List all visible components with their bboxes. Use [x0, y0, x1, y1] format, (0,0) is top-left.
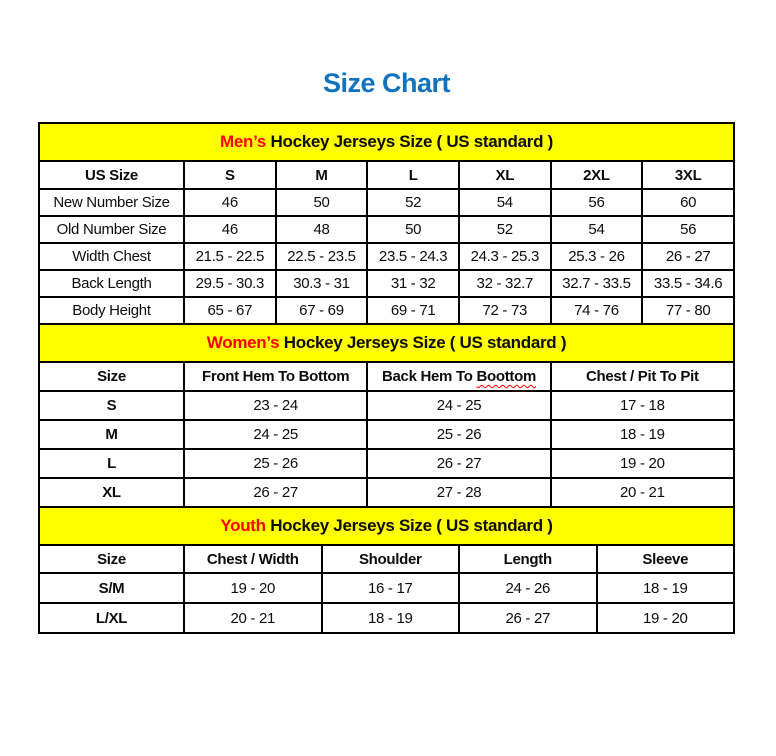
- table-row: [39, 270, 734, 297]
- column-header: Sleeve: [597, 545, 735, 573]
- size-value: 24 - 25: [367, 391, 550, 420]
- youth-header-row: [39, 545, 734, 573]
- column-header: S: [184, 161, 276, 189]
- size-value: 24.3 - 25.3: [459, 243, 551, 270]
- size-value: 48: [276, 216, 368, 243]
- table-row: [39, 478, 734, 507]
- size-value: 65 - 67: [184, 297, 276, 324]
- size-value: 27 - 28: [367, 478, 550, 507]
- size-value: 26 - 27: [459, 603, 597, 633]
- banner-highlight-text: Youth: [220, 516, 266, 535]
- table-row: [39, 297, 734, 324]
- misspelled-word: Boottom: [476, 368, 537, 385]
- size-value: 77 - 80: [642, 297, 734, 324]
- table-row: [39, 603, 734, 633]
- row-label: L: [39, 449, 184, 478]
- size-value: 72 - 73: [459, 297, 551, 324]
- size-value: 22.5 - 23.5: [276, 243, 368, 270]
- size-value: 50: [276, 189, 368, 216]
- mens-header-row: [39, 161, 734, 189]
- size-value: 50: [367, 216, 459, 243]
- size-value: 30.3 - 31: [276, 270, 368, 297]
- banner-text: Hockey Jerseys Size ( US standard ): [270, 132, 553, 151]
- column-header: Length: [459, 545, 597, 573]
- column-header: 3XL: [642, 161, 734, 189]
- size-value: 32 - 32.7: [459, 270, 551, 297]
- row-label: S: [39, 391, 184, 420]
- banner-highlight-text: Women’s: [206, 333, 280, 352]
- size-value: 19 - 20: [597, 603, 735, 633]
- row-label: S/M: [39, 573, 184, 603]
- column-header: Shoulder: [322, 545, 460, 573]
- size-value: 19 - 20: [551, 449, 734, 478]
- table-row: [39, 391, 734, 420]
- size-value: 54: [459, 189, 551, 216]
- size-value: 26 - 27: [367, 449, 550, 478]
- row-label: Body Height: [39, 297, 184, 324]
- size-chart-page: [0, 64, 735, 634]
- size-value: 46: [184, 189, 276, 216]
- banner-text: Hockey Jerseys Size ( US standard ): [270, 516, 553, 535]
- banner-highlight-text: Men’s: [220, 132, 267, 151]
- column-header: Front Hem To Bottom: [184, 362, 367, 391]
- youth-section-banner: [39, 507, 734, 545]
- size-value: 26 - 27: [184, 478, 367, 507]
- size-value: 56: [642, 216, 734, 243]
- size-value: 46: [184, 216, 276, 243]
- size-value: 25 - 26: [184, 449, 367, 478]
- size-value: 29.5 - 30.3: [184, 270, 276, 297]
- size-value: 25.3 - 26: [551, 243, 643, 270]
- size-value: 52: [367, 189, 459, 216]
- size-value: 23.5 - 24.3: [367, 243, 459, 270]
- column-header: US Size: [39, 161, 184, 189]
- column-header: Back Hem To Boottom: [367, 362, 550, 391]
- size-value: 26 - 27: [642, 243, 734, 270]
- mens-section-banner: [39, 123, 734, 161]
- row-label: L/XL: [39, 603, 184, 633]
- column-header: Size: [39, 362, 184, 391]
- table-row: [39, 189, 734, 216]
- row-label: Width Chest: [39, 243, 184, 270]
- row-label: Back Length: [39, 270, 184, 297]
- size-value: 33.5 - 34.6: [642, 270, 734, 297]
- size-value: 25 - 26: [367, 420, 550, 449]
- size-value: 20 - 21: [551, 478, 734, 507]
- row-label: M: [39, 420, 184, 449]
- womens-size-table: [38, 323, 735, 508]
- table-row: [39, 216, 734, 243]
- row-label: Old Number Size: [39, 216, 184, 243]
- size-value: 24 - 26: [459, 573, 597, 603]
- table-row: [39, 420, 734, 449]
- table-row: [39, 243, 734, 270]
- column-header: Chest / Width: [184, 545, 322, 573]
- mens-size-table: [38, 122, 735, 325]
- size-value: 67 - 69: [276, 297, 368, 324]
- size-value: 74 - 76: [551, 297, 643, 324]
- size-value: 16 - 17: [322, 573, 460, 603]
- column-header: Size: [39, 545, 184, 573]
- youth-size-table: [38, 506, 735, 634]
- column-header: Chest / Pit To Pit: [551, 362, 734, 391]
- column-header: L: [367, 161, 459, 189]
- size-value: 52: [459, 216, 551, 243]
- size-value: 18 - 19: [597, 573, 735, 603]
- row-label: XL: [39, 478, 184, 507]
- row-label: New Number Size: [39, 189, 184, 216]
- size-value: 31 - 32: [367, 270, 459, 297]
- size-value: 54: [551, 216, 643, 243]
- size-value: 60: [642, 189, 734, 216]
- table-row: [39, 573, 734, 603]
- size-value: 17 - 18: [551, 391, 734, 420]
- size-value: 20 - 21: [184, 603, 322, 633]
- column-header: XL: [459, 161, 551, 189]
- size-value: 24 - 25: [184, 420, 367, 449]
- womens-section-banner: [39, 324, 734, 362]
- size-value: 32.7 - 33.5: [551, 270, 643, 297]
- column-header: 2XL: [551, 161, 643, 189]
- size-value: 19 - 20: [184, 573, 322, 603]
- size-value: 23 - 24: [184, 391, 367, 420]
- size-value: 21.5 - 22.5: [184, 243, 276, 270]
- page-title: Size Chart: [322, 68, 451, 98]
- size-value: 18 - 19: [551, 420, 734, 449]
- size-value: 18 - 19: [322, 603, 460, 633]
- column-header: M: [276, 161, 368, 189]
- size-value: 56: [551, 189, 643, 216]
- banner-text: Hockey Jerseys Size ( US standard ): [283, 333, 567, 352]
- womens-header-row: [39, 362, 734, 391]
- table-row: [39, 449, 734, 478]
- size-value: 69 - 71: [367, 297, 459, 324]
